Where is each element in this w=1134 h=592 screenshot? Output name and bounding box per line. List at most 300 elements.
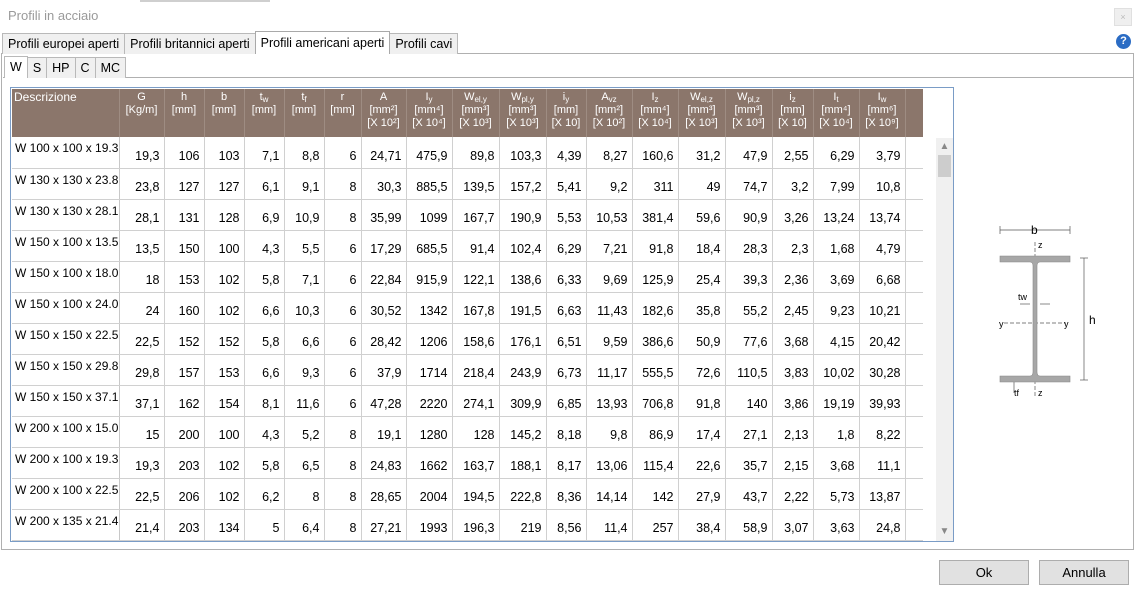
table-cell[interactable]: 706,8	[632, 385, 678, 416]
table-cell[interactable]: 6,51	[546, 323, 586, 354]
table-cell[interactable]: 21,4	[119, 509, 164, 540]
table-row[interactable]	[12, 168, 923, 199]
table-cell[interactable]: 8,8	[284, 137, 324, 168]
table-cell[interactable]: 37,9	[361, 354, 406, 385]
table-cell[interactable]: 91,8	[632, 230, 678, 261]
table-cell[interactable]: 203	[164, 447, 204, 478]
table-cell[interactable]: 31,2	[678, 137, 725, 168]
table-cell[interactable]: 39,3	[725, 261, 772, 292]
table-cell[interactable]: 23,8	[119, 168, 164, 199]
subtab-4[interactable]: MC	[95, 57, 126, 78]
table-cell[interactable]: 47,9	[725, 137, 772, 168]
column-header[interactable]	[204, 89, 244, 137]
table-cell[interactable]: 2,36	[772, 261, 813, 292]
table-cell[interactable]: 90,9	[725, 199, 772, 230]
table-cell[interactable]: 2220	[406, 385, 452, 416]
table-cell[interactable]: 6	[324, 323, 361, 354]
table-row[interactable]	[12, 261, 923, 292]
table-cell[interactable]: 11,4	[586, 509, 632, 540]
table-cell[interactable]: 6,33	[546, 261, 586, 292]
table-cell[interactable]: 19,1	[361, 416, 406, 447]
table-cell[interactable]: 6	[324, 385, 361, 416]
scroll-thumb[interactable]	[938, 155, 951, 177]
table-cell[interactable]: 274,1	[452, 385, 499, 416]
profile-name-cell[interactable]: W 150 x 150 x 29.8	[12, 354, 119, 385]
profile-name-cell[interactable]: W 150 x 100 x 13.5	[12, 230, 119, 261]
table-cell[interactable]: 6,9	[244, 199, 284, 230]
profile-name-cell[interactable]: W 150 x 100 x 24.0	[12, 292, 119, 323]
table-cell[interactable]: 27,21	[361, 509, 406, 540]
table-cell[interactable]: 3,68	[813, 447, 859, 478]
table-cell[interactable]: 6,68	[859, 261, 905, 292]
table-cell[interactable]: 1206	[406, 323, 452, 354]
table-cell[interactable]: 142	[632, 478, 678, 509]
table-cell[interactable]: 6,63	[546, 292, 586, 323]
table-cell[interactable]: 176,1	[499, 323, 546, 354]
subtab-1[interactable]: S	[27, 57, 47, 78]
table-cell[interactable]: 35,7	[725, 447, 772, 478]
table-cell[interactable]: 38,4	[678, 509, 725, 540]
table-cell[interactable]: 3,69	[813, 261, 859, 292]
table-cell[interactable]: 6,6	[244, 354, 284, 385]
table-cell[interactable]: 160,6	[632, 137, 678, 168]
column-header[interactable]	[119, 89, 164, 137]
table-cell[interactable]: 153	[164, 261, 204, 292]
column-header[interactable]	[546, 89, 586, 137]
table-cell[interactable]: 10,9	[284, 199, 324, 230]
table-cell[interactable]: 19,19	[813, 385, 859, 416]
table-cell[interactable]: 22,84	[361, 261, 406, 292]
table-cell[interactable]: 128	[204, 199, 244, 230]
table-cell[interactable]: 35,99	[361, 199, 406, 230]
cancel-button[interactable]: Annulla	[1039, 560, 1129, 585]
tab-3[interactable]: Profili cavi	[389, 33, 458, 54]
table-cell[interactable]: 140	[725, 385, 772, 416]
column-header-label: Descrizione	[14, 90, 77, 104]
table-cell[interactable]: 11,43	[586, 292, 632, 323]
table-cell[interactable]: 160	[164, 292, 204, 323]
column-header[interactable]	[361, 89, 406, 137]
table-cell[interactable]: 191,5	[499, 292, 546, 323]
table-cell[interactable]: 1662	[406, 447, 452, 478]
table-cell[interactable]: 6,4	[284, 509, 324, 540]
table-cell[interactable]: 17,29	[361, 230, 406, 261]
table-cell[interactable]: 8	[324, 416, 361, 447]
table-cell[interactable]: 8	[284, 478, 324, 509]
table-cell[interactable]: 1099	[406, 199, 452, 230]
table-cell[interactable]: 13,74	[859, 199, 905, 230]
table-cell[interactable]: 685,5	[406, 230, 452, 261]
table-cell[interactable]: 8,36	[546, 478, 586, 509]
column-header[interactable]	[284, 89, 324, 137]
table-row[interactable]	[12, 385, 923, 416]
table-cell[interactable]: 196,3	[452, 509, 499, 540]
column-header[interactable]	[772, 89, 813, 137]
table-cell[interactable]: 59,6	[678, 199, 725, 230]
table-cell[interactable]: 22,5	[119, 478, 164, 509]
table-cell[interactable]: 1342	[406, 292, 452, 323]
table-cell[interactable]: 24	[119, 292, 164, 323]
table-cell[interactable]: 30,3	[361, 168, 406, 199]
table-row[interactable]	[12, 416, 923, 447]
table-cell[interactable]: 381,4	[632, 199, 678, 230]
table-cell[interactable]: 91,8	[678, 385, 725, 416]
table-cell[interactable]: 24,8	[859, 509, 905, 540]
column-header[interactable]	[813, 89, 859, 137]
table-cell[interactable]: 3,63	[813, 509, 859, 540]
table-cell[interactable]: 5,8	[244, 261, 284, 292]
table-row[interactable]	[12, 230, 923, 261]
table-cell[interactable]: 55,2	[725, 292, 772, 323]
table-cell[interactable]: 203	[164, 509, 204, 540]
table-cell[interactable]: 167,8	[452, 292, 499, 323]
table-cell[interactable]: 102,4	[499, 230, 546, 261]
tab-0[interactable]: Profili europei aperti	[2, 33, 125, 54]
table-cell[interactable]: 555,5	[632, 354, 678, 385]
table-cell[interactable]: 10,8	[859, 168, 905, 199]
table-cell[interactable]: 182,6	[632, 292, 678, 323]
table-cell[interactable]: 30,28	[859, 354, 905, 385]
table-cell[interactable]: 14,14	[586, 478, 632, 509]
table-cell[interactable]: 27,1	[725, 416, 772, 447]
table-cell[interactable]: 6	[324, 230, 361, 261]
table-cell[interactable]: 8	[324, 478, 361, 509]
table-cell[interactable]: 386,6	[632, 323, 678, 354]
table-cell[interactable]: 200	[164, 416, 204, 447]
table-cell[interactable]: 20,42	[859, 323, 905, 354]
table-cell[interactable]: 47,28	[361, 385, 406, 416]
scroll-up-arrow-icon[interactable]: ▲	[939, 141, 950, 152]
table-cell[interactable]: 9,23	[813, 292, 859, 323]
table-cell[interactable]: 8,18	[546, 416, 586, 447]
table-cell[interactable]: 152	[164, 323, 204, 354]
table-cell[interactable]: 18	[119, 261, 164, 292]
table-cell[interactable]: 138,6	[499, 261, 546, 292]
subtab-2[interactable]: HP	[46, 57, 75, 78]
table-cell[interactable]: 9,3	[284, 354, 324, 385]
table-cell[interactable]: 89,8	[452, 137, 499, 168]
table-cell[interactable]: 8,22	[859, 416, 905, 447]
column-header[interactable]	[725, 89, 772, 137]
table-cell[interactable]: 6,6	[244, 292, 284, 323]
table-cell[interactable]: 11,17	[586, 354, 632, 385]
table-cell[interactable]: 6	[324, 137, 361, 168]
column-header[interactable]	[164, 89, 204, 137]
table-cell[interactable]: 190,9	[499, 199, 546, 230]
table-cell[interactable]: 7,21	[586, 230, 632, 261]
table-cell[interactable]: 311	[632, 168, 678, 199]
table-cell[interactable]: 13,93	[586, 385, 632, 416]
table-cell[interactable]: 5	[244, 509, 284, 540]
tab-2[interactable]: Profili americani aperti	[255, 31, 391, 54]
table-row[interactable]	[12, 478, 923, 509]
profile-name-cell[interactable]: W 100 x 100 x 19.3	[12, 137, 119, 168]
table-row[interactable]	[12, 354, 923, 385]
table-cell[interactable]: 127	[164, 168, 204, 199]
table-row[interactable]	[12, 447, 923, 478]
profile-name-cell[interactable]: W 200 x 100 x 15.0	[12, 416, 119, 447]
table-cell[interactable]: 8,17	[546, 447, 586, 478]
table-cell[interactable]: 13,24	[813, 199, 859, 230]
table-cell[interactable]: 3,86	[772, 385, 813, 416]
table-cell[interactable]: 139,5	[452, 168, 499, 199]
table-cell[interactable]: 8	[324, 447, 361, 478]
table-cell[interactable]: 153	[204, 354, 244, 385]
table-cell[interactable]: 309,9	[499, 385, 546, 416]
table-row[interactable]	[12, 323, 923, 354]
column-header[interactable]	[586, 89, 632, 137]
help-icon[interactable]: ?	[1116, 34, 1131, 49]
table-cell[interactable]: 131	[164, 199, 204, 230]
table-cell[interactable]: 6,73	[546, 354, 586, 385]
table-cell[interactable]: 28,42	[361, 323, 406, 354]
table-cell[interactable]: 28,65	[361, 478, 406, 509]
profile-name-cell[interactable]: W 150 x 150 x 37.1	[12, 385, 119, 416]
table-cell[interactable]: 2,45	[772, 292, 813, 323]
table-cell[interactable]: 86,9	[632, 416, 678, 447]
table-cell[interactable]: 77,6	[725, 323, 772, 354]
subtab-0[interactable]: W	[4, 56, 28, 78]
table-cell[interactable]: 28,1	[119, 199, 164, 230]
table-row[interactable]	[12, 199, 923, 230]
table-cell[interactable]: 28,3	[725, 230, 772, 261]
table-cell[interactable]: 6,6	[284, 323, 324, 354]
table-cell[interactable]: 6,1	[244, 168, 284, 199]
table-cell[interactable]: 6	[324, 354, 361, 385]
table-cell[interactable]: 5,8	[244, 323, 284, 354]
table-cell[interactable]: 3,26	[772, 199, 813, 230]
profile-name-cell[interactable]: W 200 x 135 x 21.4	[12, 509, 119, 540]
table-cell[interactable]: 157	[164, 354, 204, 385]
profile-name-cell[interactable]: W 150 x 150 x 22.5	[12, 323, 119, 354]
table-row[interactable]	[12, 509, 923, 540]
table-cell[interactable]: 6,29	[813, 137, 859, 168]
table-cell[interactable]: 3,83	[772, 354, 813, 385]
table-cell[interactable]: 43,7	[725, 478, 772, 509]
table-cell[interactable]: 58,9	[725, 509, 772, 540]
table-cell[interactable]: 3,07	[772, 509, 813, 540]
table-cell[interactable]: 9,1	[284, 168, 324, 199]
table-cell[interactable]: 91,4	[452, 230, 499, 261]
table-cell[interactable]: 188,1	[499, 447, 546, 478]
table-cell[interactable]: 150	[164, 230, 204, 261]
table-cell[interactable]: 134	[204, 509, 244, 540]
table-cell[interactable]: 37,1	[119, 385, 164, 416]
table-cell[interactable]: 106	[164, 137, 204, 168]
table-cell[interactable]: 17,4	[678, 416, 725, 447]
table-cell[interactable]: 72,6	[678, 354, 725, 385]
table-cell[interactable]: 2,55	[772, 137, 813, 168]
table-cell[interactable]: 35,8	[678, 292, 725, 323]
table-cell[interactable]: 9,8	[586, 416, 632, 447]
table-cell[interactable]: 5,41	[546, 168, 586, 199]
table-cell[interactable]: 8	[324, 509, 361, 540]
table-cell[interactable]: 206	[164, 478, 204, 509]
profile-name-cell[interactable]: W 200 x 100 x 19.3	[12, 447, 119, 478]
column-header-subscript: pl,z	[747, 95, 760, 104]
table-cell[interactable]: 27,9	[678, 478, 725, 509]
table-cell[interactable]: 475,9	[406, 137, 452, 168]
table-cell[interactable]: 103,3	[499, 137, 546, 168]
table-cell[interactable]: 6	[324, 292, 361, 323]
column-header[interactable]	[406, 89, 452, 137]
table-cell[interactable]: 24,83	[361, 447, 406, 478]
table-cell[interactable]: 145,2	[499, 416, 546, 447]
profile-name-cell[interactable]: W 130 x 130 x 23.8	[12, 168, 119, 199]
table-cell[interactable]: 102	[204, 261, 244, 292]
table-cell[interactable]: 163,7	[452, 447, 499, 478]
table-cell[interactable]: 127	[204, 168, 244, 199]
column-header-unit: [mm]	[780, 104, 805, 116]
table-cell[interactable]: 15	[119, 416, 164, 447]
table-cell[interactable]: 6	[324, 261, 361, 292]
profile-name-cell[interactable]: W 200 x 100 x 22.5	[12, 478, 119, 509]
table-cell[interactable]: 30,52	[361, 292, 406, 323]
table-cell[interactable]: 4,15	[813, 323, 859, 354]
table-cell[interactable]: 24,71	[361, 137, 406, 168]
table-cell[interactable]: 50,9	[678, 323, 725, 354]
tab-1[interactable]: Profili britannici aperti	[124, 33, 256, 54]
table-cell[interactable]: 11,1	[859, 447, 905, 478]
profile-name-cell[interactable]: W 130 x 130 x 28.1	[12, 199, 119, 230]
table-cell[interactable]: 1,68	[813, 230, 859, 261]
table-row[interactable]	[12, 137, 923, 168]
table-cell[interactable]: 243,9	[499, 354, 546, 385]
table-cell[interactable]: 22,6	[678, 447, 725, 478]
table-cell[interactable]: 162	[164, 385, 204, 416]
table-cell[interactable]: 4,3	[244, 230, 284, 261]
table-cell[interactable]: 2,15	[772, 447, 813, 478]
column-header[interactable]	[499, 89, 546, 137]
table-cell[interactable]: 1280	[406, 416, 452, 447]
column-header[interactable]	[244, 89, 284, 137]
table-cell[interactable]: 1,8	[813, 416, 859, 447]
table-cell[interactable]: 3,2	[772, 168, 813, 199]
table-cell[interactable]: 1993	[406, 509, 452, 540]
table-cell[interactable]: 154	[204, 385, 244, 416]
table-cell[interactable]: 102	[204, 478, 244, 509]
column-header-scale: [X 10]	[778, 117, 807, 129]
table-cell[interactable]: 10,3	[284, 292, 324, 323]
table-cell[interactable]: 19,3	[119, 137, 164, 168]
table-cell[interactable]: 219	[499, 509, 546, 540]
table-row[interactable]	[12, 292, 923, 323]
table-cell[interactable]: 3,79	[859, 137, 905, 168]
table-cell[interactable]: 7,99	[813, 168, 859, 199]
table-cell[interactable]: 39,93	[859, 385, 905, 416]
ok-button[interactable]: Ok	[939, 560, 1029, 585]
vertical-scrollbar[interactable]	[936, 138, 953, 541]
table-cell[interactable]: 8,56	[546, 509, 586, 540]
table-cell[interactable]: 122,1	[452, 261, 499, 292]
table-cell[interactable]: 9,69	[586, 261, 632, 292]
table-cell[interactable]: 5,73	[813, 478, 859, 509]
table-cell[interactable]: 6,85	[546, 385, 586, 416]
table-cell[interactable]: 103	[204, 137, 244, 168]
table-cell[interactable]: 6,5	[284, 447, 324, 478]
table-cell[interactable]: 2004	[406, 478, 452, 509]
table-cell[interactable]: 8,1	[244, 385, 284, 416]
table-cell[interactable]: 218,4	[452, 354, 499, 385]
column-header[interactable]	[12, 89, 119, 137]
table-cell[interactable]: 10,53	[586, 199, 632, 230]
table-cell[interactable]: 194,5	[452, 478, 499, 509]
table-cell[interactable]: 18,4	[678, 230, 725, 261]
table-cell[interactable]: 49	[678, 168, 725, 199]
table-cell[interactable]: 6,2	[244, 478, 284, 509]
table-cell[interactable]: 3,68	[772, 323, 813, 354]
table-cell[interactable]: 167,7	[452, 199, 499, 230]
table-cell[interactable]: 102	[204, 292, 244, 323]
table-cell[interactable]: 1714	[406, 354, 452, 385]
table-cell[interactable]: 4,79	[859, 230, 905, 261]
table-cell[interactable]: 25,4	[678, 261, 725, 292]
column-header[interactable]	[452, 89, 499, 137]
table-cell[interactable]: 100	[204, 230, 244, 261]
table-cell[interactable]: 22,5	[119, 323, 164, 354]
table-cell[interactable]: 4,3	[244, 416, 284, 447]
column-header[interactable]	[859, 89, 905, 137]
table-cell[interactable]: 13,06	[586, 447, 632, 478]
table-cell[interactable]: 2,22	[772, 478, 813, 509]
table-cell[interactable]: 8,27	[586, 137, 632, 168]
table-cell[interactable]: 8	[324, 168, 361, 199]
table-cell[interactable]: 9,2	[586, 168, 632, 199]
table-cell[interactable]: 125,9	[632, 261, 678, 292]
table-cell[interactable]: 29,8	[119, 354, 164, 385]
table-cell[interactable]: 7,1	[284, 261, 324, 292]
column-header[interactable]	[678, 89, 725, 137]
table-cell[interactable]: 19,3	[119, 447, 164, 478]
table-cell[interactable]: 9,59	[586, 323, 632, 354]
table-cell[interactable]: 102	[204, 447, 244, 478]
table-cell[interactable]: 13,87	[859, 478, 905, 509]
table-cell[interactable]: 74,7	[725, 168, 772, 199]
table-cell[interactable]: 110,5	[725, 354, 772, 385]
table-cell[interactable]: 100	[204, 416, 244, 447]
table-cell[interactable]: 8	[324, 199, 361, 230]
table-cell[interactable]: 257	[632, 509, 678, 540]
subtab-3[interactable]: C	[75, 57, 96, 78]
table-cell[interactable]: 885,5	[406, 168, 452, 199]
table-cell[interactable]: 7,1	[244, 137, 284, 168]
table-cell[interactable]: 5,5	[284, 230, 324, 261]
table-cell[interactable]: 10,21	[859, 292, 905, 323]
table-cell[interactable]: 2,3	[772, 230, 813, 261]
column-header[interactable]	[324, 89, 361, 137]
table-cell[interactable]: 115,4	[632, 447, 678, 478]
table-cell[interactable]: 915,9	[406, 261, 452, 292]
table-cell[interactable]: 157,2	[499, 168, 546, 199]
table-cell[interactable]: 4,39	[546, 137, 586, 168]
table-cell[interactable]: 5,53	[546, 199, 586, 230]
table-cell[interactable]: 222,8	[499, 478, 546, 509]
table-cell[interactable]: 158,6	[452, 323, 499, 354]
table-cell[interactable]: 11,6	[284, 385, 324, 416]
table-cell[interactable]: 5,8	[244, 447, 284, 478]
column-header[interactable]	[632, 89, 678, 137]
table-cell[interactable]: 13,5	[119, 230, 164, 261]
scroll-down-arrow-icon[interactable]: ▼	[939, 526, 950, 537]
table-cell[interactable]: 128	[452, 416, 499, 447]
table-cell[interactable]: 6,29	[546, 230, 586, 261]
table-cell[interactable]: 2,13	[772, 416, 813, 447]
table-cell[interactable]: 10,02	[813, 354, 859, 385]
profile-name-cell[interactable]: W 150 x 100 x 18.0	[12, 261, 119, 292]
table-cell[interactable]: 152	[204, 323, 244, 354]
close-button[interactable]: ×	[1114, 8, 1132, 26]
table-cell[interactable]: 5,2	[284, 416, 324, 447]
